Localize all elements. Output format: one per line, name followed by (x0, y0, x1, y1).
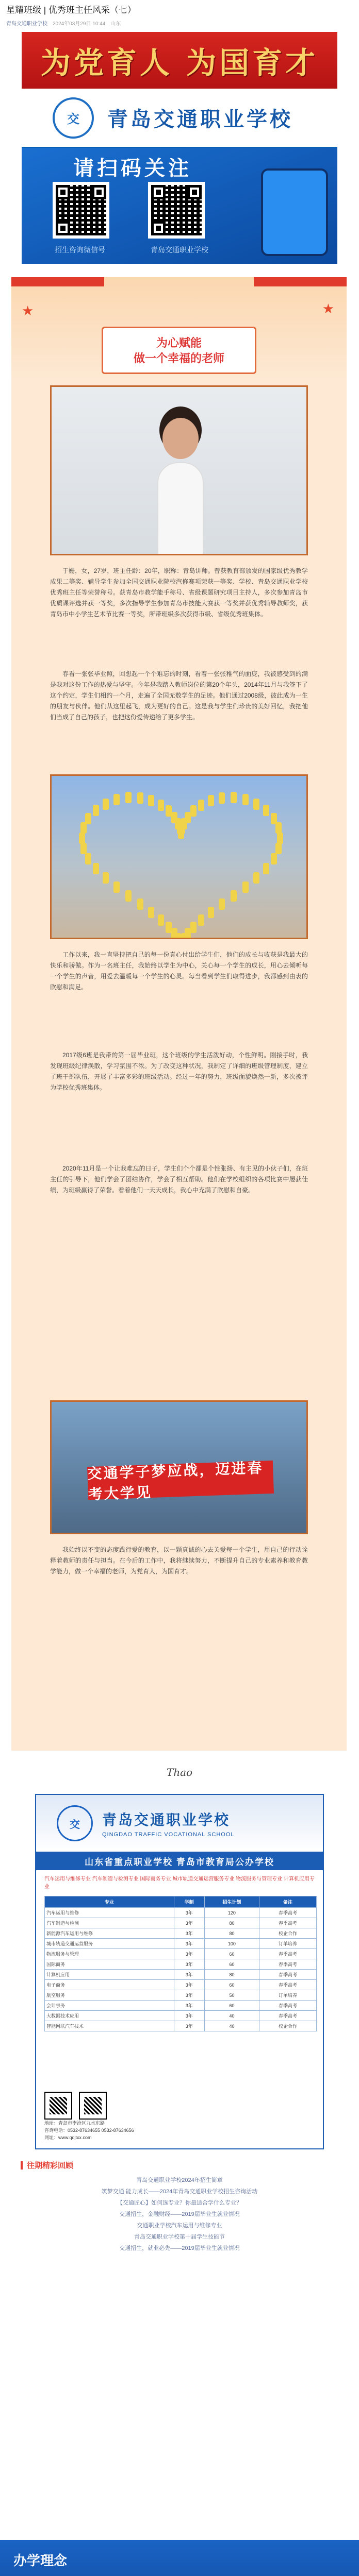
table-cell: 3年 (174, 2011, 204, 2021)
article-title: 星耀班级 | 优秀班主任风采（七） (6, 5, 136, 15)
student-figure (171, 928, 177, 939)
slogan-banner (22, 32, 337, 89)
student-figure (125, 792, 132, 803)
paragraph: 春看一张张毕业照，回想起一个个难忘的时刻，看着一张张稚气的面庞，我被感受到的满是我对这份工作的热爱与坚守。今年是我踏入教师岗位的第20个年头，2014年11月与我签下了这个约定，学生们相约一个月，走遍了全国无数学生的足迹。他们通过2008级，彼此成为一生的朋友与伙伴。他们从这里起飞，成为更好的自己。这是我与学生们珍贵的美好回忆，我把他们当成了自己的孩子，也把这份爱传递给了更多学生。 (50, 670, 308, 721)
photo-banner-text: 交通学子梦应战，迈进春考大学见 (87, 1461, 274, 1500)
table-cell: 智能网联汽车技术 (45, 2021, 174, 2031)
table-cell: 春季高考 (259, 1949, 316, 1959)
qr-code-icon[interactable] (79, 2092, 107, 2120)
student-figure (271, 853, 277, 865)
table-header: 学制 (174, 1896, 204, 1908)
star-icon: ★ (322, 301, 334, 316)
admissions-poster (35, 1794, 324, 2149)
table-cell: 3年 (174, 1990, 204, 2001)
table-cell: 60 (204, 2001, 259, 2011)
paragraph: 工作以来，我一直坚持把自己的每一份真心付出给学生们，他们的成长与收获是我最大的快乐和骄傲。作为一名班主任，我始终以学生为中心，关心每一个学生的成长，用心去倾听每一个学生的声音，用爱去温暖每一个学生的心灵。每当看到学生们取得进步，我都感到由衷的欣慰和满足。 (50, 951, 308, 991)
table-cell: 3年 (174, 1949, 204, 1959)
student-figure (181, 933, 187, 939)
table-row (45, 2011, 317, 2021)
paragraph: 于姗，女，27岁，班主任龄：20年，职称：青岛讲师。曾获教育部颁发的国家级优秀教学成果二等奖、辅导学生参加全国交通职业院校汽修赛项荣获一等奖、学校、青岛交通职业学校优秀班主任等荣誉称号。获青岛市教学能手称号、省级课题研究项目主持人，多次参加青岛市优质课评选并获一等奖，多次指导学生参加青岛市技能大赛获一等奖并获优秀辅导教师奖，获青岛市中小学生艺术节比赛一等奖，所带班级多次获得市级、省级优秀班集体。 (50, 567, 308, 618)
student-figure (263, 805, 269, 816)
table-cell: 50 (204, 1990, 259, 2001)
table-cell: 3年 (174, 1908, 204, 1918)
student-figure (219, 792, 225, 804)
student-figure (208, 795, 214, 806)
table-cell: 城市轨道交通运营服务 (45, 1939, 174, 1949)
article-header-art (11, 277, 347, 380)
table-cell: 3年 (174, 1939, 204, 1949)
table-cell: 会计事务 (45, 2001, 174, 2011)
qr-code-icon[interactable] (53, 182, 109, 239)
reading-link[interactable]: 青岛交通职业学校第十届学生技能节 (134, 2234, 225, 2240)
student-figure (219, 899, 225, 910)
table-cell: 3年 (174, 1928, 204, 1939)
school-logo-icon: 交 (57, 1805, 93, 1841)
student-figure (103, 799, 109, 810)
student-figure (158, 800, 164, 811)
signature: Thao (166, 1766, 193, 1778)
student-figure (148, 907, 154, 918)
student-figure (137, 899, 143, 910)
logo-row (22, 89, 337, 148)
student-figure (137, 792, 143, 804)
student-figure (178, 826, 184, 838)
table-cell: 订单培养 (259, 1990, 316, 2001)
table-cell: 国际商务 (45, 1959, 174, 1970)
table-cell: 校企合作 (259, 1928, 316, 1939)
qr-caption-right: 青岛交通职业学校 (151, 246, 208, 254)
table-row (45, 1959, 317, 1970)
table-cell: 3年 (174, 2021, 204, 2031)
table-cell: 春季高考 (259, 1970, 316, 1980)
student-figure (242, 794, 249, 805)
reading-link[interactable]: 【交通匠心】如何选专业？你最适合学什么专业？ (117, 2200, 242, 2206)
table-header: 备注 (259, 1896, 316, 1908)
student-figure (125, 890, 132, 902)
table-cell: 汽车运用与维修 (45, 1908, 174, 1918)
table-row (45, 2021, 317, 2031)
poster-school-cn: 青岛交通职业学校 (102, 1811, 231, 1828)
poster-intro: 汽车运用与维修专业 汽车制造与检测专业 国际商务专业 城市轨道交通运营服务专业 物流服务与管理专业 计算机应用专业 (44, 1876, 315, 1890)
table-cell: 3年 (174, 2001, 204, 2011)
qr-caption-left: 招生咨询微信号 (55, 246, 105, 254)
school-name: 青岛交通职业学校 (107, 107, 293, 131)
student-figure (208, 907, 214, 918)
heading-bar (21, 2161, 23, 2170)
table-row (45, 1908, 317, 1918)
table-cell: 订单培养 (259, 1939, 316, 1949)
student-figure (190, 805, 197, 817)
student-figure (242, 882, 249, 893)
table-cell: 80 (204, 1970, 259, 1980)
teacher-figure (157, 418, 204, 552)
table-cell: 80 (204, 1928, 259, 1939)
table-cell: 3年 (174, 1970, 204, 1980)
student-figure (231, 792, 237, 803)
account-link[interactable]: 青岛交通职业学校 (6, 21, 47, 27)
qr-code-icon[interactable] (148, 182, 205, 239)
student-figure (253, 872, 259, 884)
student-figure (85, 853, 91, 865)
table-cell: 电子商务 (45, 1980, 174, 1990)
qr-title: 请扫码关注 (73, 157, 192, 180)
article-card (11, 277, 347, 1751)
table-cell: 春季高考 (259, 1980, 316, 1990)
ribbon-decoration (254, 277, 347, 286)
poster-subtitle: 山东省重点职业学校 青岛市教育局公办学校 (36, 1852, 323, 1870)
student-figure (253, 799, 259, 810)
table-row (45, 1949, 317, 1959)
student-figure (80, 843, 87, 854)
student-figure (103, 872, 109, 884)
table-cell: 春季高考 (259, 2001, 316, 2011)
table-cell: 3年 (174, 1980, 204, 1990)
reading-link[interactable]: 筑梦交通 能力成长——2024年青岛交通职业学校招生咨询活动 (101, 2189, 258, 2195)
slogan-text: 为党育人 为国育才 (40, 45, 319, 80)
school-banner (22, 32, 337, 264)
table-cell: 春季高考 (259, 2011, 316, 2021)
class-photo-banner (50, 1400, 308, 1534)
school-logo-icon: 交 (53, 97, 94, 139)
phone-icon (261, 168, 328, 256)
table-cell: 60 (204, 1959, 259, 1970)
reading-link[interactable]: 交通招生，金融财经——2019届毕业生就业情况 (119, 2211, 240, 2217)
qr-code-icon[interactable] (44, 2092, 72, 2120)
table-cell: 60 (204, 1949, 259, 1959)
table-row (45, 2001, 317, 2011)
star-icon: ★ (22, 303, 34, 318)
table-row (45, 1918, 317, 1928)
table-cell: 春季高考 (259, 1959, 316, 1970)
table-cell: 3年 (174, 1959, 204, 1970)
table-row (45, 1928, 317, 1939)
article-heading: 为心赋能 做一个幸福的老师 (102, 327, 256, 374)
student-figure (190, 922, 197, 933)
student-figure (198, 800, 204, 811)
reading-list (0, 2160, 359, 2254)
table-cell: 物流服务与管理 (45, 1949, 174, 1959)
table-cell: 40 (204, 2021, 259, 2031)
student-figure (275, 843, 282, 854)
student-figure (263, 863, 269, 874)
table-cell: 40 (204, 2011, 259, 2021)
teacher-photo (50, 385, 308, 555)
student-figure (148, 795, 154, 806)
table-cell: 3年 (174, 1918, 204, 1928)
reading-heading: 往期精彩回顾 (21, 2160, 338, 2171)
paragraph: 2020年11月是一个让我难忘的日子，学生们个个都是个性张扬、有主见的小伙子们，在班主任的引导下，他们学会了团结协作，学会了相互帮助。他们在学校组织的各项比赛中屡获佳绩，为班级赢得了荣誉。看着他们一天天成长，我心中充满了欣慰和自豪。 (50, 1165, 308, 1194)
table-cell: 120 (204, 1908, 259, 1918)
majors-table (44, 1896, 317, 2031)
publish-location: 山东 (110, 21, 121, 27)
publish-date: 2024年03月29日 10:44 (53, 21, 106, 27)
table-row (45, 1990, 317, 2001)
philosophy-tag: 办学理念 (13, 2553, 68, 2568)
table-cell: 汽车制造与检测 (45, 1918, 174, 1928)
paragraph: 2017级6班是我带的第一届毕业班，这个班级的学生活泼好动，个性鲜明。刚接手时，我发现班级纪律涣散，学习氛围不浓。为了改变这种状况，我制定了详细的班级管理制度，建立了班干部队伍，开展了丰富多彩的班级活动。经过一年的努力，班级面貌焕然一新，多次被评为学校优秀班集体。 (50, 1052, 308, 1091)
table-cell: 计算机应用 (45, 1970, 174, 1980)
poster-header (36, 1795, 323, 1852)
poster-footer: 地址：青岛市李沧区九水东路 咨询电话：0532-87634655 0532-87634656 网址：www.qdjtxx.com (44, 2092, 315, 2141)
student-figure (113, 794, 120, 805)
table-row (45, 1980, 317, 1990)
table-cell: 大数据技术应用 (45, 2011, 174, 2021)
qr-panel (22, 148, 337, 264)
table-cell: 80 (204, 1918, 259, 1928)
student-figure (166, 922, 172, 933)
reading-link[interactable]: 交通职业学校汽车运用与维修专业 (137, 2223, 222, 2229)
table-cell: 春季高考 (259, 1908, 316, 1918)
table-cell: 春季高考 (259, 1918, 316, 1928)
poster-school-en: QINGDAO TRAFFIC VOCATIONAL SCHOOL (102, 1832, 235, 1838)
student-figure (93, 863, 99, 874)
student-figure (85, 813, 91, 824)
table-row (45, 1970, 317, 1980)
student-figure (113, 882, 120, 893)
reading-link[interactable]: 交通招生，就业必先——2019届毕业生就业情况 (119, 2245, 240, 2251)
table-cell: 新能源汽车运用与维修 (45, 1928, 174, 1939)
table-cell: 航空服务 (45, 1990, 174, 2001)
student-figure (158, 914, 164, 926)
article-meta (0, 18, 359, 28)
table-row (45, 1939, 317, 1949)
student-figure (93, 805, 99, 816)
class-photo-heart (50, 774, 308, 939)
philosophy-banner (0, 2540, 359, 2576)
student-figure (277, 833, 283, 844)
table-header: 招生计划 (204, 1896, 259, 1908)
table-cell: 校企合作 (259, 2021, 316, 2031)
student-figure (198, 914, 204, 926)
student-figure (231, 890, 237, 902)
student-figure (79, 833, 85, 844)
table-header: 专业 (45, 1896, 174, 1908)
reading-link[interactable]: 青岛交通职业学校2024年招生简章 (136, 2177, 223, 2183)
table-cell: 100 (204, 1939, 259, 1949)
paragraph: 我始终以不变的态度践行爱的教育，以一颗真诚的心去关爱每一个学生，用自己的行动诠释着教师的责任与担当。在今后的工作中，我将继续努力，不断提升自己的专业素养和教育教学能力，做一个幸福的老师，为党育人，为国育才。 (50, 1546, 308, 1575)
ribbon-decoration (11, 277, 104, 286)
table-cell: 60 (204, 1980, 259, 1990)
